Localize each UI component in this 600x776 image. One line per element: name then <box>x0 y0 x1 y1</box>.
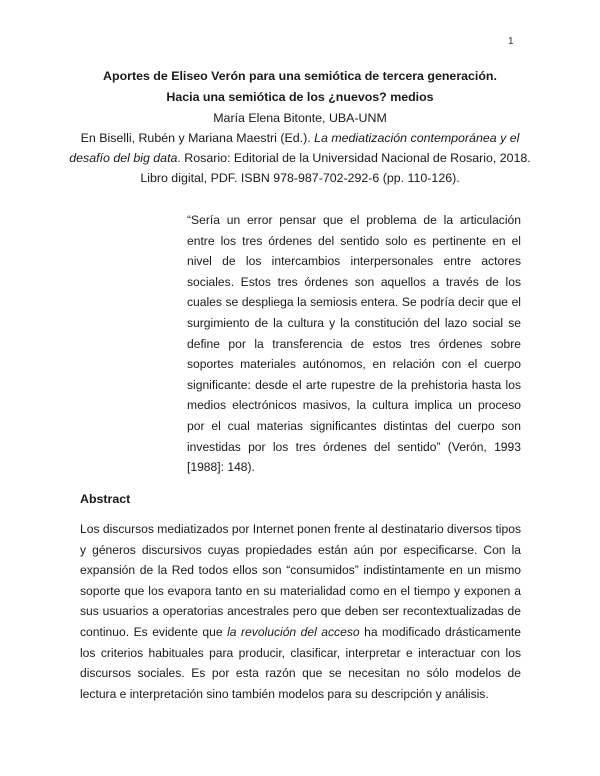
citation-book-title: La mediatización contemporánea y el desafío del big data <box>69 131 520 165</box>
abstract-body <box>80 519 521 704</box>
citation-suffix: . Rosario: Editorial de la Universidad Nacional de Rosario, 2018. Libro digital, PDF. ISBN 978-987-702-292-6 (pp. 110-126). <box>140 151 531 185</box>
title-block <box>0 66 600 129</box>
author-line: María Elena Bitonte, UBA-UNM <box>213 111 387 125</box>
abstract-heading: Abstract <box>80 492 131 506</box>
abstract-text-part-1: Los discursos mediatizados por Internet ponen frente al destinatario diversos tipos y géneros discursivos cuyas propiedades están aún por especificarse. Con la expansión de la Red todos ellos son “consumidos” indistintamente en un mismo soporte que los evapora tanto en su materialidad como en el tiempo y exponen a sus usuarios a operatorias ancestrales pero que deben ser recontextualizadas de continuo. Es evidente que <box>80 522 521 639</box>
abstract-text-part-2: ha modificado drásticamente los criterios habituales para producir, clasificar, interpretar e interactuar con los discursos sociales. Es por esta razón que se necesitan no sólo modelos de lectura e interpretación sino también modelos para su descripción y análisis. <box>80 624 522 701</box>
title-line-2: Hacia una semiótica de los ¿nuevos? medios <box>166 90 434 104</box>
citation <box>60 128 540 188</box>
citation-prefix: En Biselli, Rubén y Mariana Maestri (Ed.). <box>80 131 315 145</box>
page-number: 1 <box>508 36 514 47</box>
title-line-1: Aportes de Eliseo Verón para una semiótica de tercera generación. <box>103 69 497 83</box>
epigraph-quote: “Sería un error pensar que el problema de la articulación entre los tres órdenes del sentido solo es pertinente en el nivel de los intercambios interpersonales entre actores sociales. Estos tres órdenes son aquellos a través de los cuales se despliega la semiosis entera. Se podría decir que el surgimiento de la cultura y la constitución del lazo social se define por la transferencia de estos tres órdenes sobre soportes materiales autónomos, en relación con el cuerpo significante: desde el arte rupestre de la prehistoria hasta los medios electrónicos masivos, la cultura implica un proceso por el cual materias significantes distintas del cuerpo son investidas por los tres órdenes del sentido” (Verón, 1993 [1988]: 148). <box>187 213 521 475</box>
abstract-emphasis: la revolución del acceso <box>227 624 360 639</box>
